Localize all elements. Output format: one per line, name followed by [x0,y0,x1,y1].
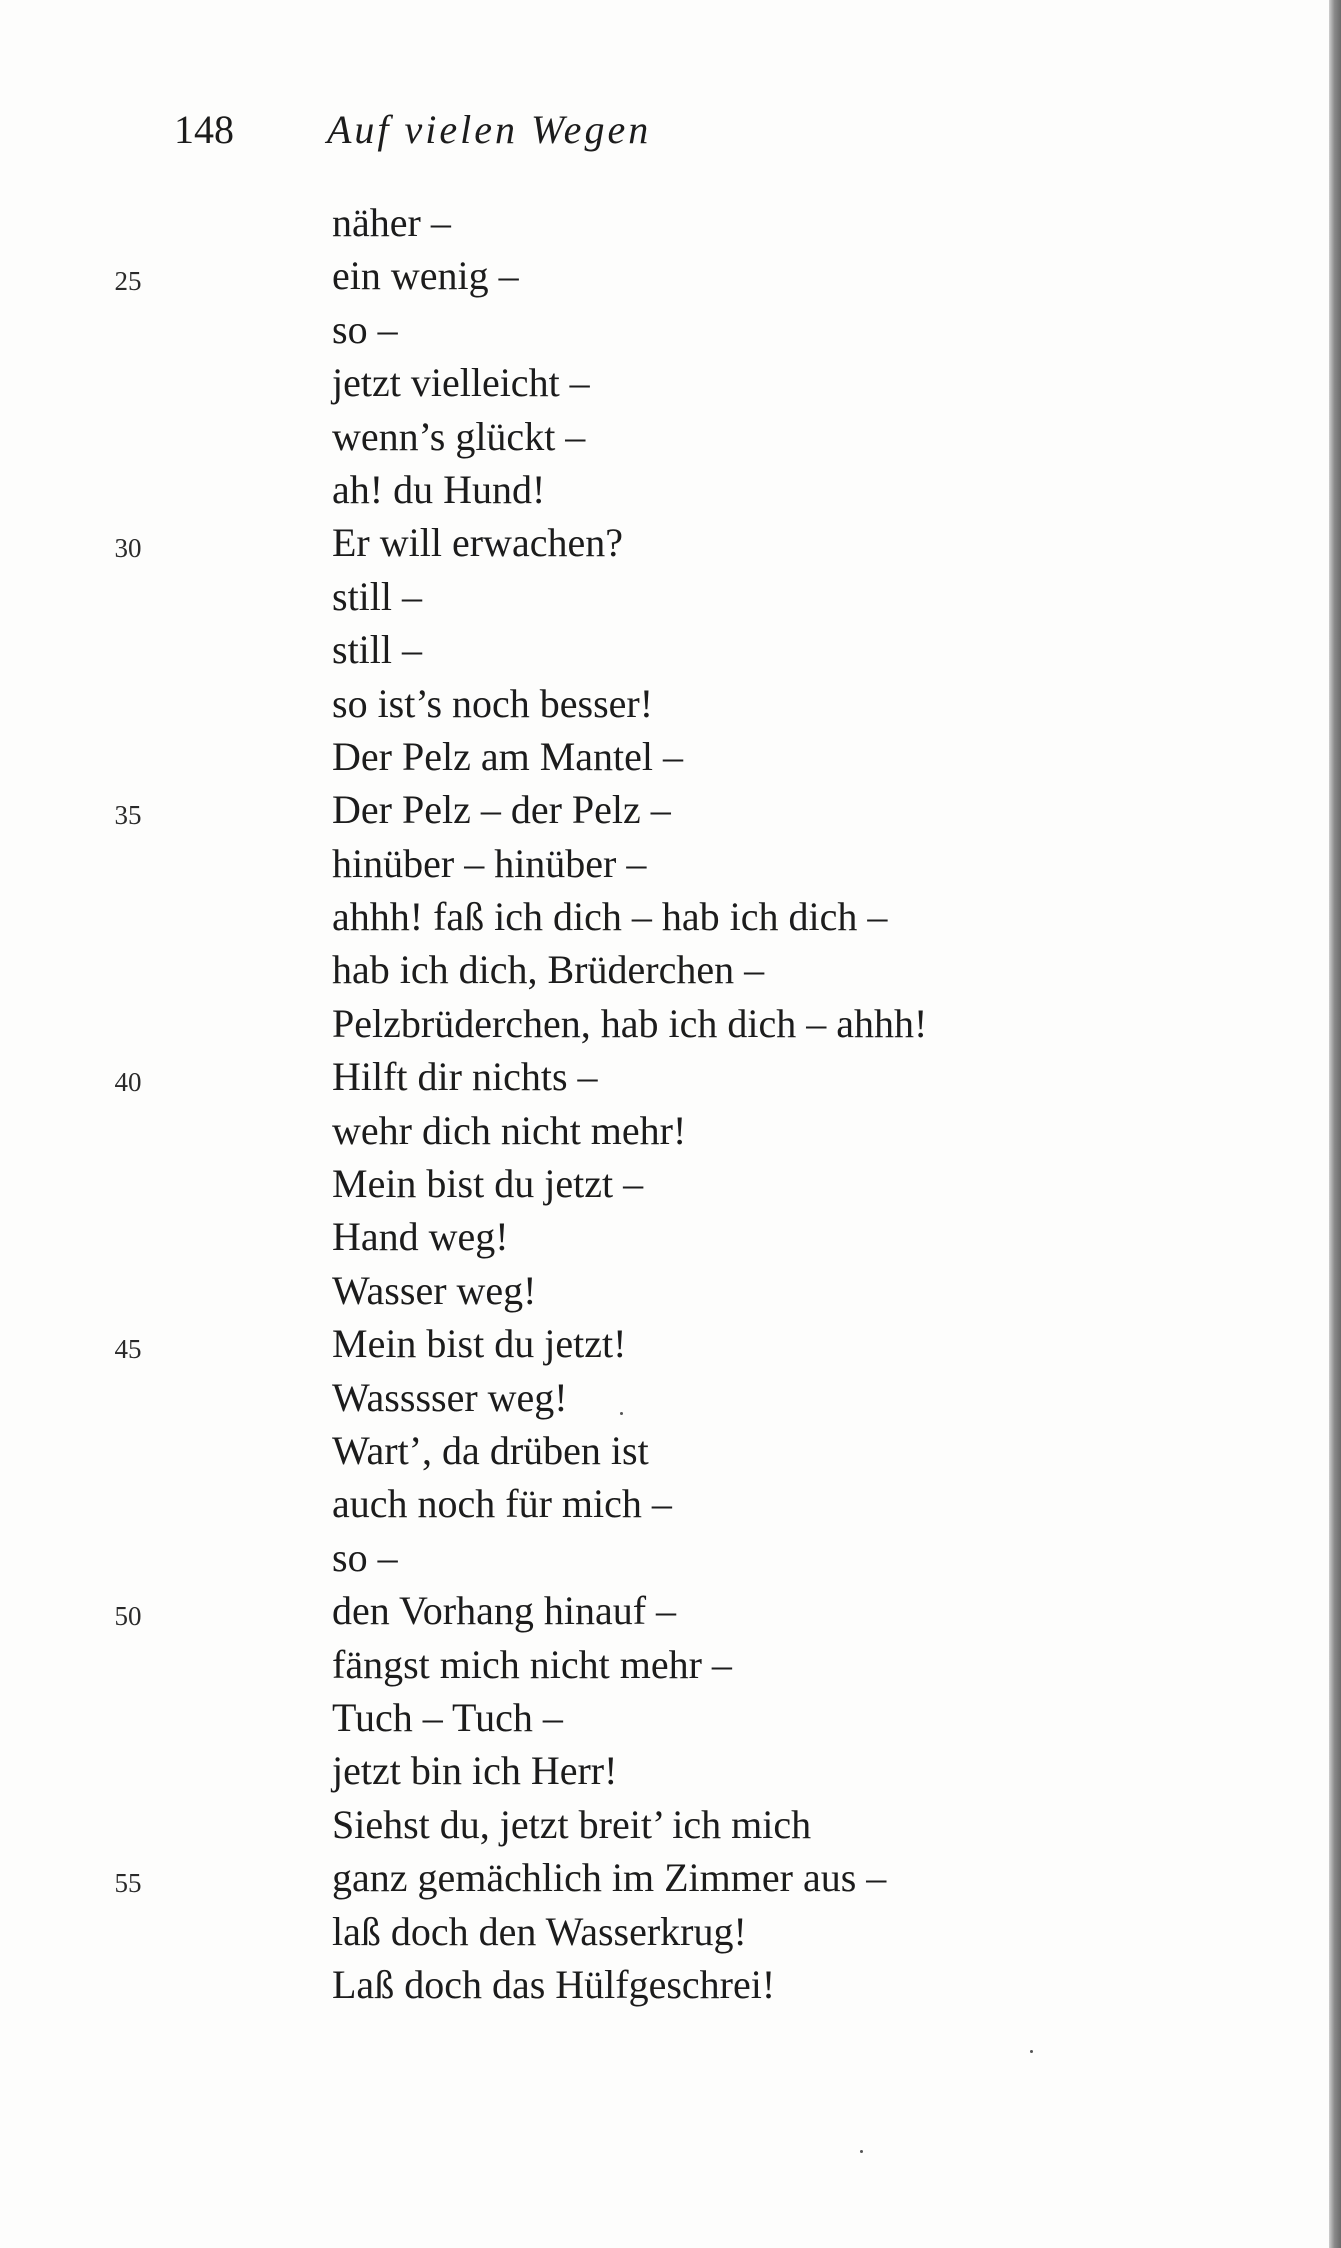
poem-line-text: Er will erwachen? [332,520,623,566]
poem-line-text: so ist’s noch besser! [332,680,654,726]
poem-line-text: Pelzbrüderchen, hab ich dich – ahhh! [332,1000,928,1046]
line-number: 25 [114,266,142,297]
poem-line [332,356,1292,409]
line-number: 40 [114,1067,142,1098]
line-number: 55 [114,1868,142,1899]
poem-line [332,303,1292,356]
poem-line [114,783,1292,836]
poem-line-text: Mein bist du jetzt! [332,1321,627,1367]
poem-line-text: Der Pelz – der Pelz – [332,787,671,833]
page-edge-shadow [1329,0,1341,2248]
line-number: 35 [114,800,142,831]
poem-line [332,837,1292,890]
poem-line-text: wehr dich nicht mehr! [332,1107,687,1153]
poem-line [332,943,1292,996]
poem-line [332,463,1292,516]
poem-line-text: Mein bist du jetzt – [332,1161,644,1207]
running-title: Auf vielen Wegen [327,107,652,152]
poem-line [332,1958,1292,2011]
poem-line [114,249,1292,302]
poem-line [114,516,1292,569]
poem-line-text: so – [332,306,398,352]
poem-line [332,1210,1292,1263]
poem-line [332,570,1292,623]
poem-line-text: näher – [332,200,451,245]
poem-line [332,677,1292,730]
poem-line-text: Laß doch das Hülfgeschrei! [332,1961,776,2007]
poem-line [332,1638,1292,1691]
poem-line [332,1798,1292,1851]
poem-line [332,1477,1292,1530]
poem-line-text: Hilft dir nichts – [332,1054,598,1100]
poem-line [332,1531,1292,1584]
poem-line [114,1851,1292,1904]
poem-line-text: jetzt vielleicht – [332,360,590,406]
scan-speck [620,1412,623,1415]
poem-line-text: still – [332,573,423,619]
poem-line [332,1104,1292,1157]
poem-line [332,1371,1292,1424]
poem-line [332,410,1292,463]
poem-line [332,890,1292,943]
poem-line [332,1691,1292,1744]
poem-line [332,1744,1292,1797]
poem-line-text: ah! du Hund! [332,466,546,512]
line-number: 45 [114,1334,142,1365]
poem-line [332,623,1292,676]
poem-line-text: Wart’, da drüben ist [332,1427,649,1473]
page-number: 148 [174,107,234,152]
poem-line-text: so – [332,1534,398,1580]
poem-line-text: laß doch den Wasserkrug! [332,1908,747,1954]
poem-line-text: still – [332,627,423,673]
poem-line-text: jetzt bin ich Herr! [332,1748,618,1794]
poem-line [332,1424,1292,1477]
poem-line-text: Der Pelz am Mantel – [332,733,683,779]
poem-line [332,997,1292,1050]
poem-line [114,1317,1292,1370]
poem-line-text: hab ich dich, Brüderchen – [332,947,765,993]
poem-line [332,730,1292,783]
poem-line-text: fängst mich nicht mehr – [332,1641,732,1687]
scan-speck [1030,2050,1033,2053]
poem-line-text: ahhh! faß ich dich – hab ich dich – [332,894,888,940]
poem-line-text: Siehst du, jetzt breit’ ich mich [332,1801,812,1847]
line-number: 50 [114,1601,142,1632]
poem-line-text: Hand weg! [332,1214,509,1260]
poem-line [332,1264,1292,1317]
line-number: 30 [114,533,142,564]
poem-line-text: wenn’s glückt – [332,413,586,459]
poem-line-text: auch noch für mich – [332,1481,672,1527]
poem-line [332,1157,1292,1210]
scan-speck [860,2150,863,2153]
poem-line-text: Wasser weg! [332,1267,537,1313]
poem-line-text: den Vorhang hinauf – [332,1588,677,1634]
poem-line-text: hinüber – hinüber – [332,840,647,886]
poem-line [114,1050,1292,1103]
poem-line [114,1584,1292,1637]
poem-line [332,1905,1292,1958]
poem-body [114,196,1292,2011]
poem-line-text: ganz gemächlich im Zimmer aus – [332,1855,887,1901]
poem-line-text: ein wenig – [332,253,519,299]
poem-line-text: Tuch – Tuch – [332,1694,563,1740]
poem-line [332,196,1292,249]
poem-line-text: Wasssser weg! [332,1374,568,1420]
